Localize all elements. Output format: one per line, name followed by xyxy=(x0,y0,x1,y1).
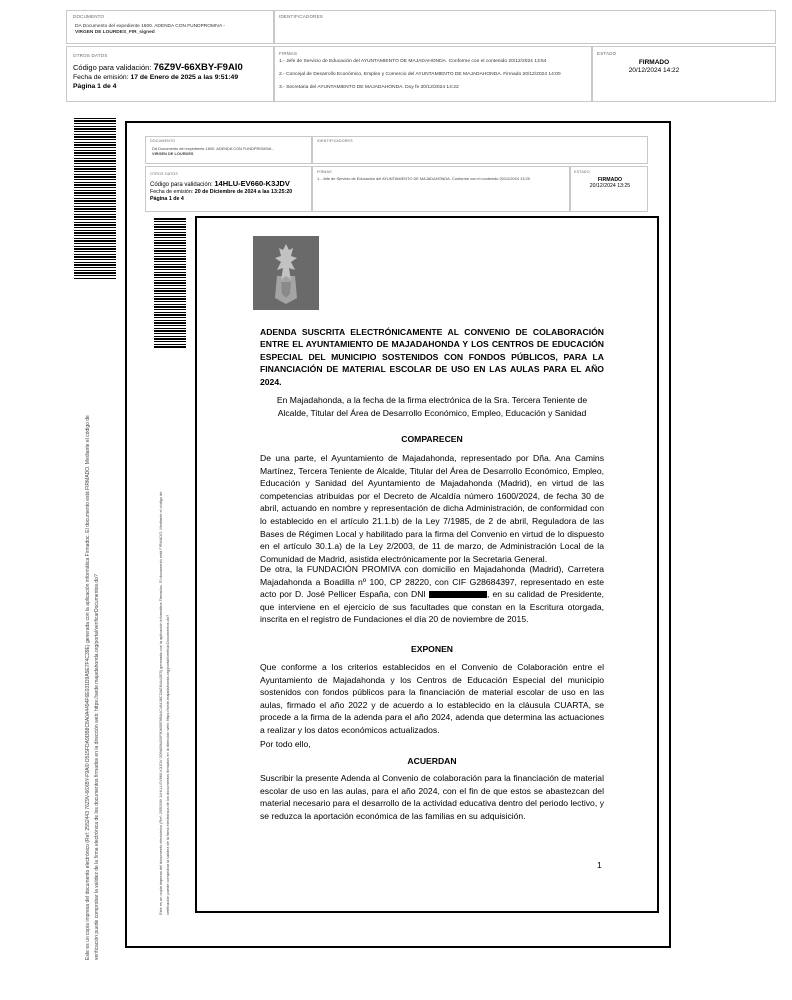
inner-pagina: Página 1 de 4 xyxy=(150,196,184,202)
outer-pagina: Página 1 de 4 xyxy=(73,83,117,90)
outer-barcode xyxy=(74,118,116,280)
document-intro: En Majadahonda, a la fecha de la firma electrónica de la Sra. Tercera Teniente de Alcalde, Titular del Área de Desarrollo Económico, Empleo, Educación y Sanidad xyxy=(276,395,588,418)
document-title: ADENDA SUSCRITA ELECTRÓNICAMENTE AL CONVENIO DE COLABORACIÓN ENTRE EL AYUNTAMIENTO DE MAJADAHONDA Y LOS CENTROS DE EDUCACIÓN ESPECIAL DEL MUNICIPIO SOSTENIDOS CON FONDOS PÚBLICOS, PARA LA FINANCIACIÓN DE MATERIAL ESCOLAR DE USO EN LAS AULAS PARA EL AÑO 2024. xyxy=(260,327,604,387)
outer-otros-label: OTROS DATOS xyxy=(73,53,108,58)
outer-codigo-label: Código para validación: xyxy=(73,63,152,72)
outer-firmas-label: FIRMAS xyxy=(279,51,298,56)
acuerdan-p1: Suscribir la presente Adenda al Convenio de colaboración para la financiación de material escolar de uso en las aulas, para el año 2024, con el fin de que estos se abastezcan del material necesario para el desarrollo de la actividad educativa dentro del periodo lectivo, y se reduzca la aportación económica de las familias en su adquisición. xyxy=(260,773,604,821)
acuerdan-heading: ACUERDAN xyxy=(407,756,457,766)
comparecen-p2-b: , en su calidad de Presidente, que interviene en el ejercicio de sus facultades que constan en la Escritura otorgada, inscrita en el registro de Fundaciones el día 20 de noviembre de 2015. xyxy=(260,589,604,625)
inner-stamp-estado-box xyxy=(570,166,648,212)
inner-estado-label: ESTADO xyxy=(574,170,590,174)
exponen-heading: EXPONEN xyxy=(410,644,454,654)
inner-documento-line2: VIRGEN DE LOURDES xyxy=(152,151,194,156)
outer-fecha-label: Fecha de emisión: xyxy=(73,74,129,81)
inner-side-text-2: verificación puede comprobar la validez de la firma electrónica de los documentos firmados en la dirección web: https://sede.majadahonda.org/portal/verificarDocumentos.do? xyxy=(165,614,170,915)
redacted-dni xyxy=(429,591,487,598)
outer-stamp-firmas-box xyxy=(274,46,592,102)
comparecen-p1: De una parte, el Ayuntamiento de Majadahonda, representado por Dña. Ana Camins Martínez, Tercera Teniente de Alcalde, Titular del Área de Desarrollo Económico, Empleo, Educación y Sanidad del Ayuntamiento de Majadahonda (Madrid), en virtud de las competencias atribuidas por el Decreto de Alcaldía número 1600/2024, de fecha 30 de abril, actuando en nombre y representación de dicha Administración, de conformidad con lo establecido en el artículo 21.1.b) de la Ley 7/1985, de 2 de abril, Reguladora de las Bases de Régimen Local y habilitado para la firma del Convenio en virtud de lo dispuesto en el artículo 30.1.a) de la Ley 2/2003, de 11 de marzo, de Administración Local de la Comunidad de Madrid, asistida electrónicamente por la Secretaria General. xyxy=(260,453,604,564)
inner-estado-date: 20/12/2024 13:25 xyxy=(589,183,631,189)
outer-stamp-otros-box xyxy=(66,46,274,102)
outer-firma-1: 1.- Jefe de Servicio de Educación del AYUNTAMIENTO DE MAJADAHONDA. Conforme con el contenido 20/12/2024 13:54 xyxy=(279,59,547,64)
outer-side-text-1: Este es un copia impresa del documento electrónico (Ref: 2552443 76Z9V-66XBY-F9AI0 D515FDA9DB8C8A0A4494F6E031D9A5E7F4C39E) generada con la aplicación informática Firmadoc. El documento está FIRMADO. Mediante el código de xyxy=(85,415,91,960)
outer-documento-label: DOCUMENTO xyxy=(73,14,105,19)
inner-otros-label: OTROS DATOS xyxy=(150,172,179,176)
inner-barcode xyxy=(154,218,186,348)
inner-side-text-1: Este es un copia impresa del documento electrónico (Ref: 2550390 14HLU-EV660-K3JDV 0D9AB9A50F90650E9BA4C48438CDAE84A43E5) generada con la aplicación informática Firmadoc. El documento está FIRMADO. Mediante el código de xyxy=(158,491,163,915)
inner-fecha-label: Fecha de emisión: xyxy=(150,189,194,195)
outer-estado-label: ESTADO xyxy=(597,51,617,56)
inner-codigo xyxy=(150,179,290,188)
inner-firma-1: 1.- Jefe de Servicio de Educación del AYUNTAMIENTO DE MAJADAHONDA. Conforme con el contenido 20/12/2024 13:25 xyxy=(317,176,530,181)
outer-estado-date: 20/12/2024 14:22 xyxy=(628,67,680,74)
outer-stamp-estado-box xyxy=(592,46,776,102)
inner-fecha xyxy=(150,189,292,195)
outer-documento-line1: DA Documento del expediente 1600. ADENDA CON FUNDPROMIVA - xyxy=(75,24,226,29)
outer-stamp-documento-box xyxy=(66,10,274,44)
outer-firma-3: 3.- Secretaria del AYUNTAMIENTO DE MAJADAHONDA. Doy fe 20/12/2024 14:22 xyxy=(279,85,459,90)
inner-stamp-firmas-box xyxy=(312,166,570,212)
outer-estado-value: FIRMADO xyxy=(638,59,670,66)
comparecen-p2-a: De otra, la FUNDACIÓN PROMIVA con domicilio en Majadahonda (Madrid), Carretera Majadahonda a Boadilla nº 100, CP 28220, con CIF G28684397, representado en este acto por D. José Pellicer España, con DNI xyxy=(260,564,604,600)
inner-stamp-identificadores-box xyxy=(312,136,648,164)
exponen-p1: Que conforme a los criterios establecidos en el Convenio de Colaboración entre el Ayuntamiento de Majadahonda y los Centros de Educación Especial del municipio sostenidos con fondos públicos para la financiación de material escolar de uso en las aulas, firmado el año 2022 y de acuerdo a lo establecido en la cláusula CUARTA, se procede a la firma de la adenda para el año 2024, adenda que determina las actuaciones a realizar y los datos económicos actualizados. xyxy=(260,662,604,735)
outer-fecha-value: 17 de Enero de 2025 a las 9:51:49 xyxy=(130,74,239,81)
outer-codigo xyxy=(73,62,243,73)
outer-side-text-2: verificación puede comprobar la validez de la firma electrónica de los documentos firmados en la dirección web: https://sede.majadahonda.org/portal/verificarDocumentos.do? xyxy=(94,574,100,960)
outer-firma-2: 2.- Concejal de Desarrollo Económico, Empleo y Comercio del AYUNTAMIENTO DE MAJADAHONDA. Firmado 20/12/2024 14:00 xyxy=(279,72,561,77)
outer-stamp-identificadores-box xyxy=(274,10,776,44)
page-number: 1 xyxy=(597,860,602,870)
inner-stamp-otros-box xyxy=(145,166,312,212)
inner-documento-line1: DA Documento del expediente 1600. ADENDA CON FUNDPROMIVA - xyxy=(152,146,274,151)
inner-stamp-documento-box xyxy=(145,136,312,164)
inner-estado-value: FIRMADO xyxy=(597,177,623,183)
inner-codigo-label: Código para validación: xyxy=(150,182,213,188)
inner-firmas-label: FIRMAS xyxy=(317,170,332,174)
por-todo: Por todo ello, xyxy=(260,739,311,749)
comparecen-p2 xyxy=(260,563,604,626)
coat-of-arms-icon xyxy=(253,236,319,310)
inner-identificadores-label: IDENTIFICADORES xyxy=(317,139,353,143)
outer-codigo-value: 76Z9V-66XBY-F9AI0 xyxy=(153,62,243,73)
inner-documento-label: DOCUMENTO xyxy=(150,139,176,143)
outer-documento-line2: VIRGEN DE LOURDES_FIR_signed xyxy=(75,30,155,35)
inner-fecha-value: 20 de Diciembre de 2024 a las 13:25:20 xyxy=(194,189,293,195)
municipal-logo xyxy=(253,236,319,310)
outer-fecha xyxy=(73,74,238,81)
outer-identificadores-label: IDENTIFICADORES xyxy=(279,14,324,19)
inner-codigo-value: 14HLU-EV660-K3JDV xyxy=(214,179,290,188)
comparecen-heading: COMPARECEN xyxy=(401,434,463,444)
